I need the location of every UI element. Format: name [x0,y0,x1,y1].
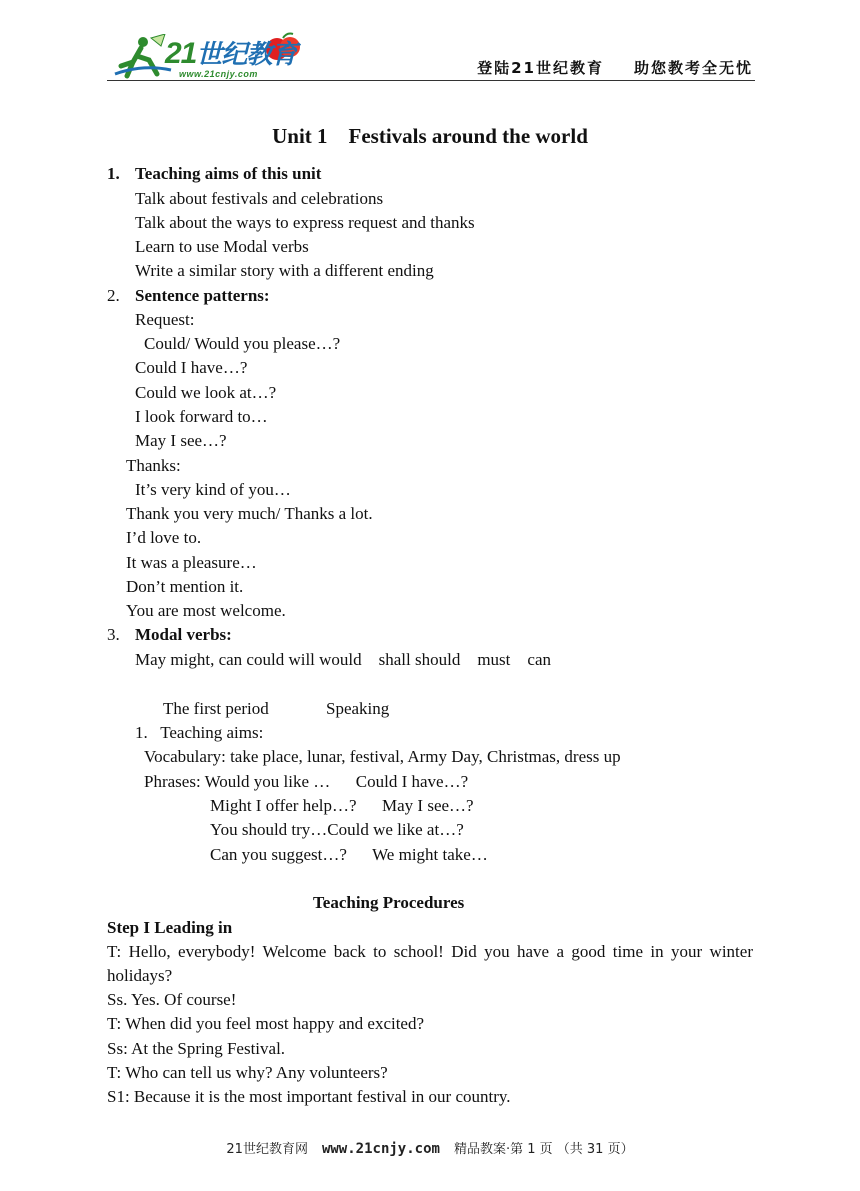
footer-site: 21世纪教育网 [226,1142,308,1157]
section-3-number: 3. [107,625,120,644]
page-header [107,30,755,82]
dialogue-line: T: Hello, everybody! Welcome back to school! Did you have a good time in your winter holidays? [107,942,753,985]
aim-item: Learn to use Modal verbs [135,237,309,256]
dialogue-line: T: Who can tell us why? Any volunteers? [107,1063,388,1082]
document-title: Unit 1 Festivals around the world [272,124,588,148]
dialogue-line: Ss: At the Spring Festival. [107,1039,286,1058]
thanks-item: I’d love to. [126,528,202,547]
footer-page-info: 精品教案·第 1 页 （共 31 页） [453,1142,634,1157]
site-logo [113,34,313,80]
period-aims-label: 1. Teaching aims: [135,723,264,742]
procedures-heading: Teaching Procedures [313,893,465,912]
thanks-item: You are most welcome. [126,601,286,620]
request-item: Could we look at…? [135,383,277,402]
thanks-item: It’s very kind of you… [135,480,291,499]
section-3-heading: Modal verbs: [135,625,232,644]
logo-wordmark: 21世纪教育 [165,37,297,70]
thanks-item: Don’t mention it. [126,577,244,596]
request-item: I look forward to… [135,407,268,426]
period-phrases: Might I offer help…? May I see…? [210,796,474,815]
section-1-heading: Teaching aims of this unit [135,164,322,183]
header-slogan [477,57,753,78]
request-item: Could/ Would you please…? [144,334,341,353]
logo-url: www.21cnjy.com [179,69,258,79]
header-slogan-right: 助您教考全无忧 [633,59,753,77]
dialogue-line: Ss. Yes. Of course! [107,990,237,1009]
thanks-item: Thank you very much/ Thanks a lot. [126,504,373,523]
request-item: May I see…? [135,431,227,450]
section-2-heading: Sentence patterns: [135,286,270,305]
request-item: Could I have…? [135,358,248,377]
modal-verbs-list: May might, can could will would shall should must can [135,650,551,669]
aim-item: Talk about the ways to express request and thanks [135,213,475,232]
header-divider [107,80,755,81]
step-heading: Step I Leading in [107,918,233,937]
period-subject: Speaking [326,699,390,718]
period-title: The first period [163,699,269,718]
period-vocabulary: Vocabulary: take place, lunar, festival, Army Day, Christmas, dress up [144,747,621,766]
dialogue-line: S1: Because it is the most important festival in our country. [107,1087,511,1106]
footer-url: www.21cnjy.com [321,1141,440,1157]
period-phrases: Can you suggest…? We might take… [210,845,488,864]
runner-icon [113,34,173,80]
period-phrases: Phrases: Would you like … Could I have…? [144,772,469,791]
header-slogan-left: 登陆21世纪教育 [477,59,604,77]
aim-item: Talk about festivals and celebrations [135,189,384,208]
thanks-label: Thanks: [126,456,181,475]
section-1-number: 1. [107,164,120,183]
request-label: Request: [135,310,195,329]
period-phrases: You should try…Could we like at…? [210,820,464,839]
aim-item: Write a similar story with a different ending [135,261,434,280]
page-footer [0,1138,860,1157]
dialogue-line: T: When did you feel most happy and excited? [107,1014,425,1033]
thanks-item: It was a pleasure… [126,553,257,572]
section-2-number: 2. [107,286,120,305]
